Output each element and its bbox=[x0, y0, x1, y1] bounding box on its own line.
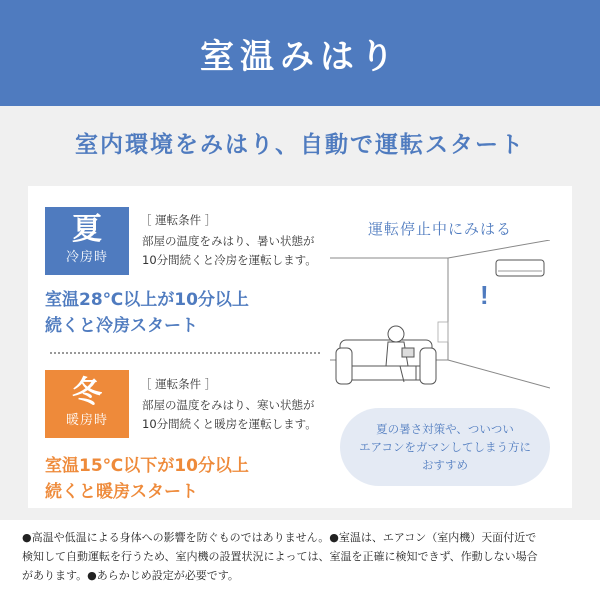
summer-badge bbox=[45, 207, 129, 275]
alert-icon: ! bbox=[480, 280, 489, 310]
window-icon bbox=[438, 322, 448, 342]
winter-condition-line: 10分間続くと暖房を運転します。 bbox=[142, 417, 317, 431]
recommendation-bubble bbox=[340, 408, 550, 486]
header-banner bbox=[0, 0, 600, 106]
footnote-line: があります。●あらかじめ設定が必要です。 bbox=[22, 569, 239, 582]
page-title: 室温みはり bbox=[200, 36, 400, 77]
recommendation-line: エアコンをガマンしてしまう方に bbox=[359, 440, 531, 454]
recommendation-line: 夏の暑さ対策や、ついつい bbox=[376, 422, 514, 436]
summer-headline-line: 続くと冷房スタート bbox=[45, 316, 198, 336]
winter-kanji: 冬 bbox=[72, 375, 102, 410]
summer-condition-text bbox=[142, 232, 342, 270]
winter-condition-line: 部屋の温度をみはり、寒い状態が bbox=[142, 398, 315, 412]
winter-condition-text bbox=[142, 396, 342, 434]
winter-condition-title: ［ 運転条件 ］ bbox=[140, 377, 217, 391]
summer-headline-line: 室温28℃以上が10分以上 bbox=[45, 290, 249, 310]
winter-badge bbox=[45, 370, 129, 438]
summer-kanji: 夏 bbox=[72, 212, 102, 247]
summer-condition-line: 部屋の温度をみはり、暑い状態が bbox=[142, 234, 315, 248]
ceiling-edge bbox=[448, 240, 550, 258]
summer-condition-line: 10分間続くと冷房を運転します。 bbox=[142, 253, 317, 267]
recommendation-line: おすすめ bbox=[421, 458, 469, 472]
footnote-line: ●高温や低温による身体への影響を防ぐものではありません。●室温は、エアコン（室内機）天面付近で bbox=[22, 531, 537, 544]
footnote-line: 検知して自動運転を行うため、室内機の設置状況によっては、室温を正確に検知できず、作動しない場合 bbox=[22, 550, 538, 563]
dotted-divider bbox=[50, 352, 320, 354]
room-illustration bbox=[330, 240, 550, 400]
winter-mode-label: 暖房時 bbox=[65, 413, 108, 428]
floor-edge bbox=[448, 360, 550, 388]
summer-condition-title: ［ 運転条件 ］ bbox=[140, 213, 217, 227]
monitoring-label: 運転停止中にみはる bbox=[367, 220, 512, 238]
footnote bbox=[22, 528, 582, 585]
summer-headline bbox=[45, 287, 315, 339]
winter-headline-line: 続くと暖房スタート bbox=[45, 482, 198, 502]
winter-headline bbox=[45, 453, 315, 505]
summer-mode-label: 冷房時 bbox=[65, 250, 108, 265]
subtitle: 室内環境をみはり、自動で運転スタート bbox=[75, 132, 525, 158]
air-conditioner-icon bbox=[496, 260, 544, 276]
winter-headline-line: 室温15℃以下が10分以上 bbox=[45, 456, 249, 476]
